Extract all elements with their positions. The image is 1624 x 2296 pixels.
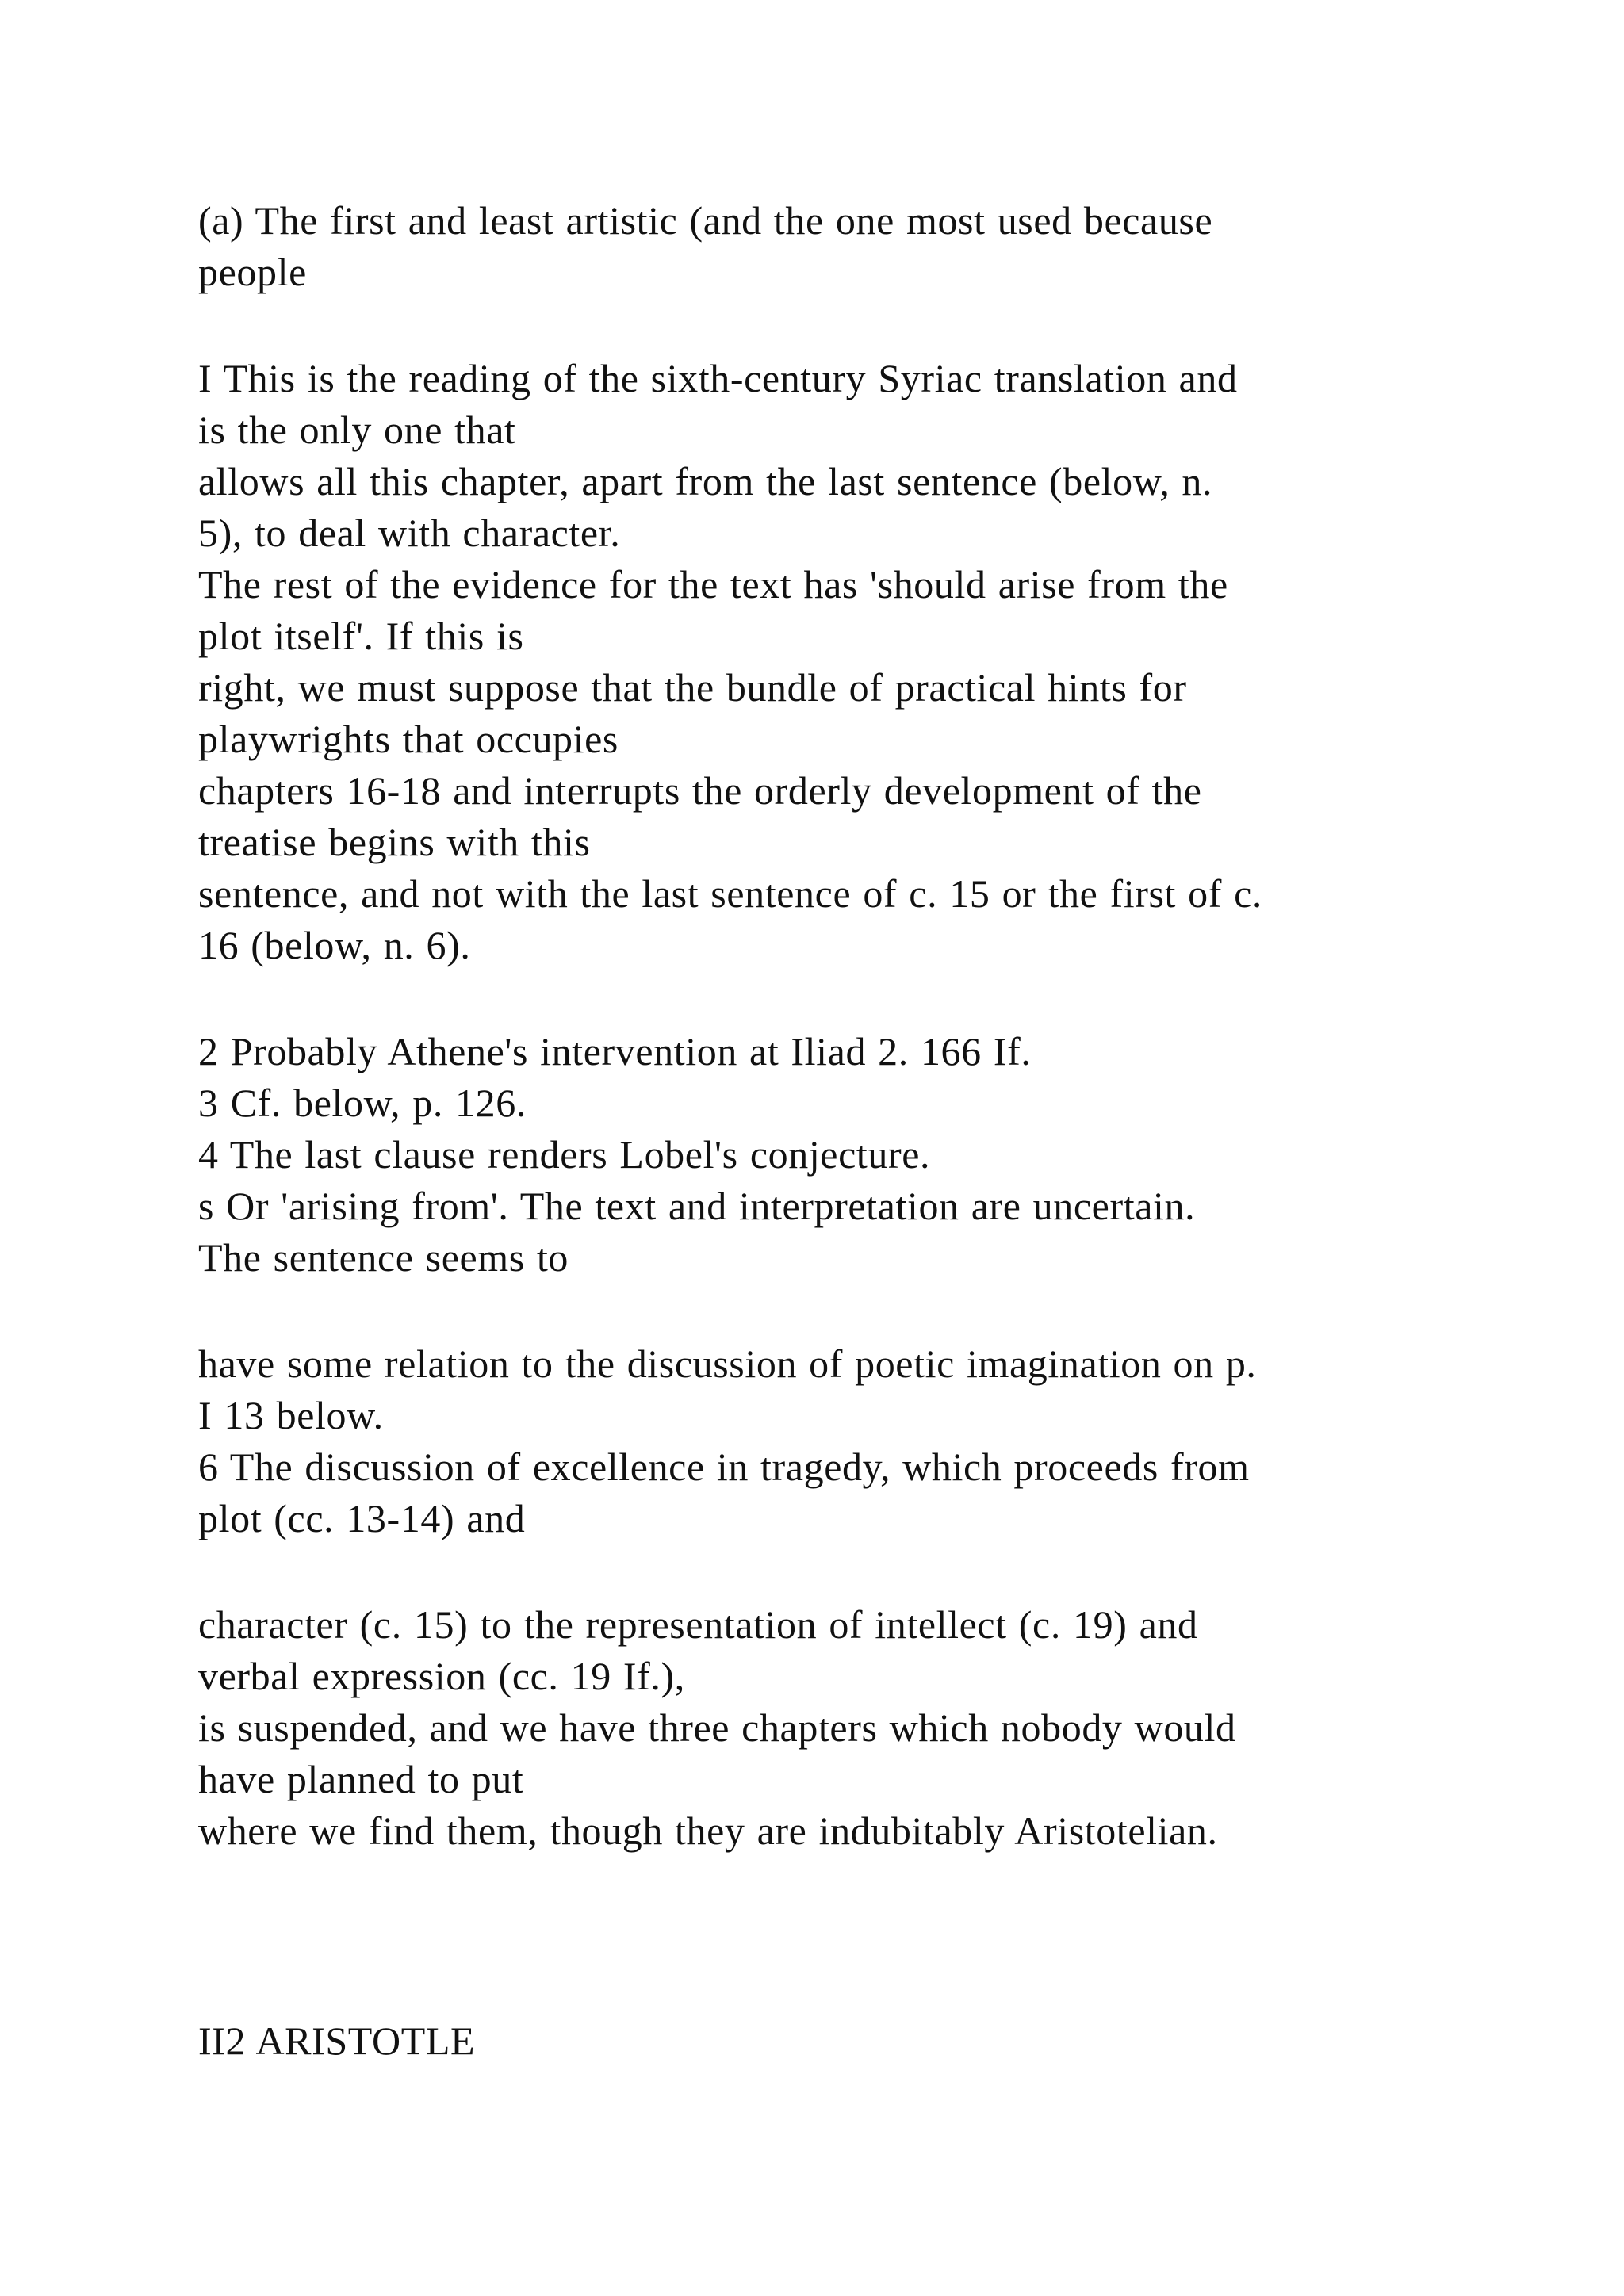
footnote-line: character (c. 15) to the representation of intellect (c. 19) and xyxy=(198,1602,1198,1647)
footnote-line: 16 (below, n. 6). xyxy=(198,923,471,967)
footnote-line: 6 The discussion of excellence in tragedy, which proceeds from xyxy=(198,1445,1250,1489)
footnote-line: right, we must suppose that the bundle of practical hints for xyxy=(198,665,1187,710)
footnote-line: allows all this chapter, apart from the last sentence (below, n. xyxy=(198,459,1213,503)
footnote-line: 3 Cf. below, p. 126. xyxy=(198,1081,527,1125)
footnote-line: is suspended, and we have three chapters which nobody would xyxy=(198,1705,1236,1750)
footnote-line: I 13 below. xyxy=(198,1393,384,1437)
footnote-line: treatise begins with this xyxy=(198,820,591,864)
footnote-line: s Or 'arising from'. The text and interpretation are uncertain. xyxy=(198,1184,1196,1228)
footnote-line: plot itself'. If this is xyxy=(198,614,524,658)
footnote-line: chapters 16-18 and interrupts the orderly development of the xyxy=(198,768,1202,813)
text-line: (a) The first and least artistic (and the one most used because xyxy=(198,198,1213,243)
footnote-line: is the only one that xyxy=(198,408,516,452)
footnote-line: 5), to deal with character. xyxy=(198,511,621,555)
text-line: people xyxy=(198,250,307,294)
footnote-line: 2 Probably Athene's intervention at Iliad 2. 166 If. xyxy=(198,1029,1032,1073)
footnote-line: sentence, and not with the last sentence of c. 15 or the first of c. xyxy=(198,871,1262,916)
running-header: II2 ARISTOTLE xyxy=(198,2019,476,2063)
footnote-line: plot (cc. 13-14) and xyxy=(198,1496,526,1540)
footnote-line: I This is the reading of the sixth-century Syriac translation and xyxy=(198,356,1238,400)
footnote-line: 4 The last clause renders Lobel's conjecture. xyxy=(198,1132,931,1177)
footnote-line: have some relation to the discussion of poetic imagination on p. xyxy=(198,1341,1257,1386)
footnote-line: The sentence seems to xyxy=(198,1235,569,1280)
footnote-line: where we find them, though they are indubitably Aristotelian. xyxy=(198,1808,1218,1853)
footnote-line: The rest of the evidence for the text has 'should arise from the xyxy=(198,562,1228,607)
footnote-line: playwrights that occupies xyxy=(198,717,619,761)
footnote-line: verbal expression (cc. 19 If.), xyxy=(198,1654,685,1698)
footnote-line: have planned to put xyxy=(198,1757,524,1801)
